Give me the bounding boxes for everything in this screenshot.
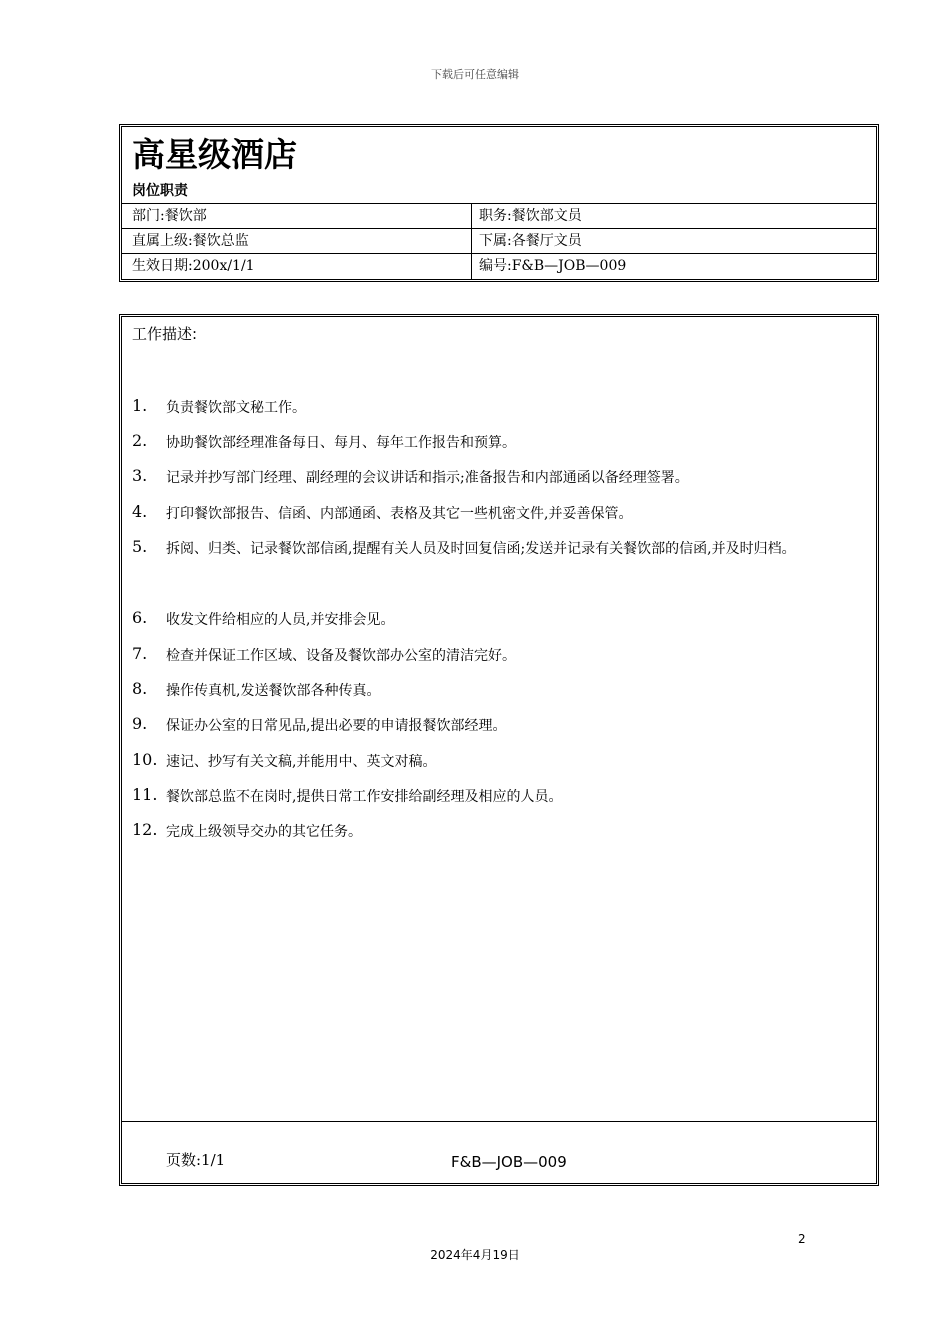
- document-subtitle: 岗位职责: [132, 183, 188, 199]
- supervisor-cell: 直属上级:餐饮总监: [132, 233, 249, 249]
- task-text: 餐饮部总监不在岗时,提供日常工作安排给副经理及相应的人员。: [166, 789, 563, 805]
- task-number: 5.: [132, 537, 148, 556]
- department-cell: 部门:餐饮部: [132, 208, 207, 224]
- footer-document-code: F&B—JOB—009: [451, 1153, 567, 1171]
- task-text: 记录并抄写部门经理、副经理的会议讲话和指示;准备报告和内部通函以备经理签署。: [166, 470, 689, 486]
- info-row-supervisor: [122, 228, 876, 253]
- task-number: 4.: [132, 502, 148, 521]
- task-text: 负责餐饮部文秘工作。: [166, 400, 306, 416]
- subordinate-cell: 下属:各餐厅文员: [471, 229, 876, 254]
- footer-date: 2024年4月19日: [430, 1248, 520, 1262]
- task-text: 收发文件给相应的人员,并安排会见。: [166, 612, 395, 628]
- task-text: 保证办公室的日常见品,提出必要的申请报餐饮部经理。: [166, 718, 507, 734]
- task-number: 11.: [132, 785, 158, 804]
- task-number: 6.: [132, 608, 148, 627]
- task-text: 速记、抄写有关文稿,并能用中、英文对稿。: [166, 754, 437, 770]
- hotel-title: 高星级酒店: [132, 135, 297, 174]
- task-number: 1.: [132, 396, 148, 415]
- task-text: 打印餐饮部报告、信函、内部通函、表格及其它一些机密文件,并妥善保管。: [166, 506, 633, 522]
- info-row-department: [122, 203, 876, 228]
- page-number: 2: [798, 1232, 806, 1246]
- task-number: 3.: [132, 466, 148, 485]
- task-number: 12.: [132, 820, 158, 839]
- job-info-table: [119, 124, 879, 282]
- position-cell: 职务:餐饮部文员: [471, 204, 876, 229]
- job-description-box: [119, 314, 879, 1186]
- task-text: 检查并保证工作区域、设备及餐饮部办公室的清洁完好。: [166, 648, 516, 664]
- task-number: 8.: [132, 679, 148, 698]
- task-text: 操作传真机,发送餐饮部各种传真。: [166, 683, 381, 699]
- effective-date-cell: 生效日期:200x/1/1: [132, 258, 255, 274]
- header-note: 下载后可任意编辑: [431, 68, 519, 81]
- task-text: 完成上级领导交办的其它任务。: [166, 824, 362, 840]
- description-title: 工作描述:: [132, 325, 198, 343]
- task-number: 7.: [132, 644, 148, 663]
- task-number: 10.: [132, 750, 158, 769]
- task-number: 9.: [132, 714, 148, 733]
- task-number: 2.: [132, 431, 148, 450]
- task-text: 协助餐饮部经理准备每日、每月、每年工作报告和预算。: [166, 435, 516, 451]
- footer-divider: [122, 1121, 876, 1122]
- document-number-cell: 编号:F&B—JOB—009: [471, 254, 876, 279]
- page-count-label: 页数:1/1: [166, 1151, 226, 1169]
- task-text: 拆阅、归类、记录餐饮部信函,提醒有关人员及时回复信函;发送并记录有关餐饮部的信函,并及时归档。: [166, 541, 796, 557]
- info-row-effective-date: [122, 253, 876, 278]
